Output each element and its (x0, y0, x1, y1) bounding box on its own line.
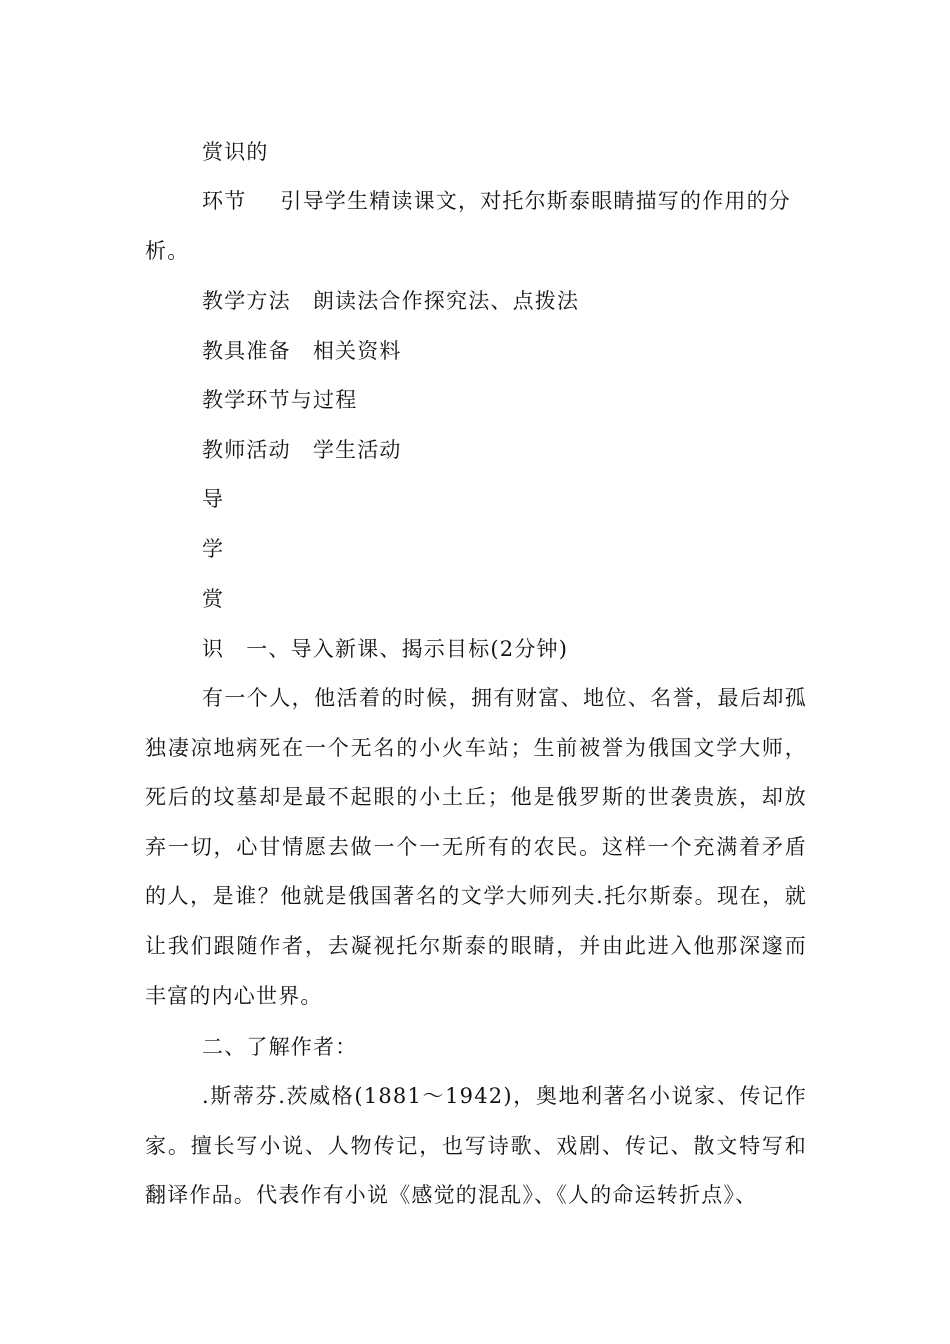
teaching-tools-line (202, 337, 867, 365)
teaching-tools-text: 相关资料 (312, 339, 402, 363)
huanjie-label: 环节 (202, 189, 247, 213)
vertical-char-xue: 学 (202, 537, 225, 561)
vertical-char-dao: 导 (202, 487, 225, 511)
teaching-tools-label: 教具准备 (202, 339, 291, 363)
section-one-heading: 一、导入新课、揭示目标(2分钟) (246, 637, 569, 661)
section-two-heading: 二、了解作者： (202, 1035, 358, 1059)
author-paragraph: .斯蒂芬.茨威格(1881～1942)，奥地利著名小说家、传记作家。擅长写小说、人物传记，也写诗歌、戏剧、传记、散文特写和翻译作品。代表作有小说《感觉的混乱》、《人的命运转折点》、 (145, 1084, 807, 1208)
section-one-line (202, 635, 867, 663)
huanjie-text: 引导学生精读课文，对托尔斯泰眼睛描写的作用的分 (280, 189, 792, 213)
teacher-activity-label: 教师活动 (202, 438, 291, 462)
text-line-huanjie (202, 187, 867, 215)
teaching-method-text: 朗读法合作探究法、点拨法 (312, 289, 580, 313)
text-line-shangshi: 赏识的 (202, 140, 269, 164)
teaching-method-line (202, 287, 867, 315)
vertical-char-shang: 赏 (202, 587, 225, 611)
vertical-char-shi: 识 (202, 637, 225, 661)
intro-paragraph: 有一个人，他活着的时候，拥有财富、地位、名誉，最后却孤独凄凉地病死在一个无名的小火车站；生前被誉为俄国文学大师，死后的坟墓却是最不起眼的小土丘；他是俄罗斯的世袭贵族，却放弃一切，心甘情愿去做一个一无所有的农民。这样一个充满着矛盾的人，是谁？他就是俄国著名的文学大师列夫.托尔斯泰。现在，就让我们跟随作者，去凝视托尔斯泰的眼睛，并由此进入他那深邃而丰富的内心世界。 (145, 686, 807, 1008)
text-line-xi: 析。 (145, 239, 190, 263)
activity-line (202, 436, 867, 464)
teaching-method-label: 教学方法 (202, 289, 291, 313)
student-activity-label: 学生活动 (312, 438, 402, 462)
teaching-process-heading: 教学环节与过程 (202, 388, 358, 412)
